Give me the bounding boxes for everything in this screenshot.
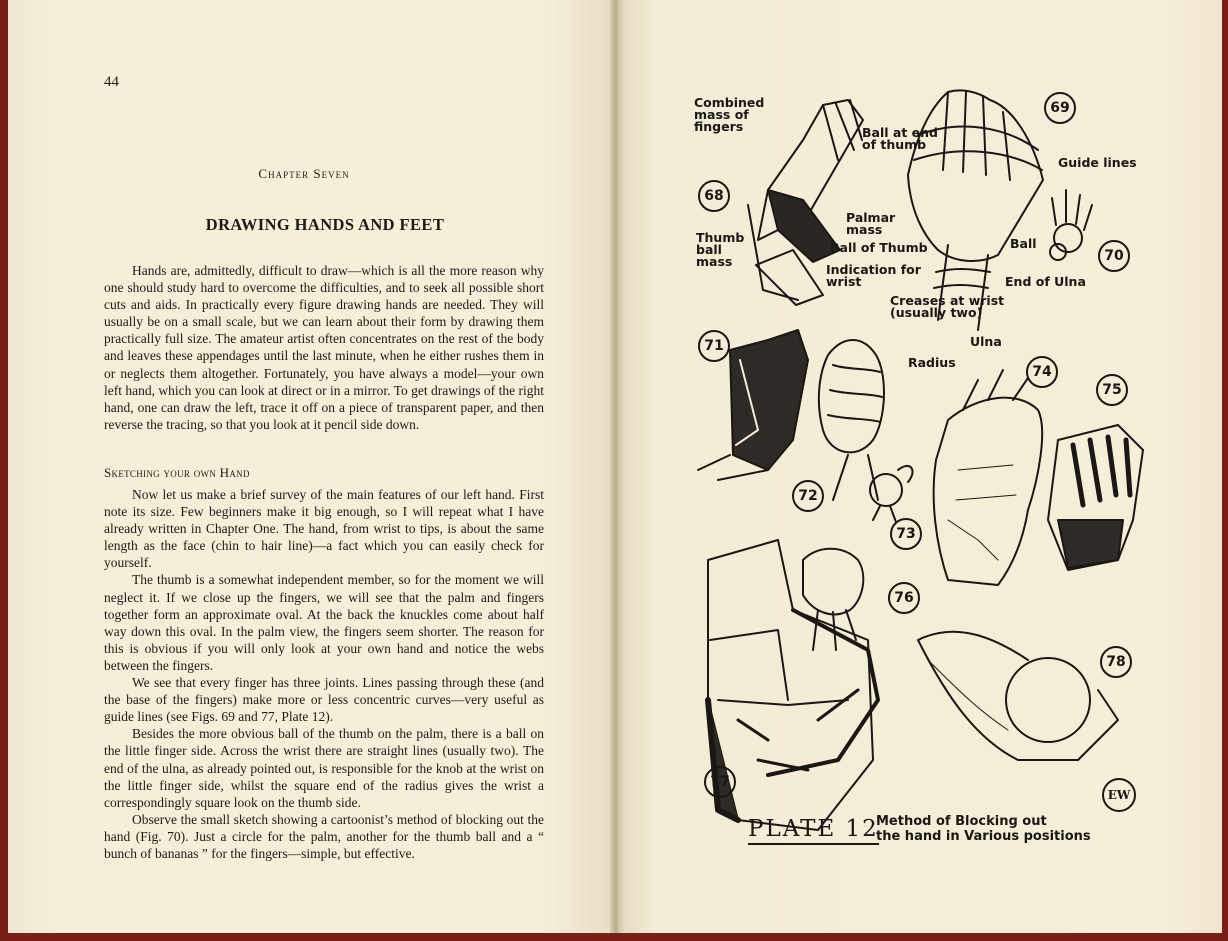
plate-title: PLATE 12 [748,816,879,845]
figure-number-70: 70 [1098,240,1130,272]
paragraph: Hands are, admittedly, difficult to draw—which is all the more reason why one should study hard to overcome the difficulties, and to seek all possible short cuts and aids. In practically every figure drawing hands are needed. They will usually be on a small scale, but we can learn about their form by drawing them practically full size. The amateur artist often concentrates on the rest of the body and leaves these appendages until the last minute, when he either rushes them in or neglects them altogether. Fortunately, you have always a model—your own left hand, which you can look at direct or in a mirror. To get drawings of the right hand, one can draw the left, trace it off on a piece of transparent paper, and then reverse the tracing, so that you look at it pencil side down. [104,263,544,432]
label-ball-of-thumb: Ball of Thumb [830,240,928,255]
paragraph: Now let us make a brief survey of the main features of our left hand. First note its size. Few beginners make it big enough, so I will repeat what I have already written in Chapter One. The hand, from wrist to tips, is about the same length as the face (chin to hair line)—a fact which you can easily check for yourself. [104,487,544,571]
paragraph: The thumb is a somewhat independent member, so for the moment we will neglect it. If we close up the fingers, we will see that the palm and fingers together form an approximate oval. At the back the knuckles come about half way down this oval. In the palm view, the fingers seem shorter. The reason for this is obvious if you will only look at your own hand and notice the webs between the fingers. [104,572,544,673]
plate-caption: Method of Blocking out the hand in Various positions [876,814,1091,844]
label-combined-mass: Combined mass of fingers [694,95,765,134]
label-thumb-ball-mass: Thumb ball mass [696,230,745,269]
figure-number-71: 71 [698,330,730,362]
figure-number-72: 72 [792,480,824,512]
figure-number-75: 75 [1096,374,1128,406]
figure-number-77: 77 [704,766,736,798]
figure-number-78: 78 [1100,646,1132,678]
paragraph: Observe the small sketch showing a cartoonist’s method of blocking out the hand (Fig. 70). Just a circle for the palm, another for the thumb ball and a “ bunch of bananas ” for the fingers—simple, but effective. [104,811,544,861]
chapter-title: DRAWING HANDS AND FEET [205,215,445,234]
artist-monogram: EW [1102,778,1136,812]
figure-number-69: 69 [1044,92,1076,124]
plate-labels [618,0,1222,933]
figure-number-76: 76 [888,582,920,614]
label-ulna: Ulna [970,334,1002,349]
chapter-heading: Chapter Seven [258,166,350,181]
label-radius: Radius [908,355,956,370]
label-indication-wrist: Indication for wrist [826,262,921,289]
label-ball-end-thumb: Ball at end of thumb [862,125,938,152]
label-end-of-ulna: End of Ulna [1005,274,1086,289]
label-guide-lines: Guide lines [1058,155,1137,170]
page-number: 44 [104,74,119,90]
label-palmar-mass: Palmar mass [846,210,896,237]
figure-number-73: 73 [890,518,922,550]
section-heading: Sketching your own Hand [104,465,250,480]
intro-text [104,262,544,433]
section-text [104,486,544,862]
paragraph: We see that every finger has three joints. Lines passing through these (and the base of the fingers) make more or less concentric curves—very useful as guide lines (see Figs. 69 and 77, Plate 12). [104,675,544,725]
label-ball: Ball [1010,236,1037,251]
figure-number-68: 68 [698,180,730,212]
label-creases-wrist: Creases at wrist (usually two) [890,293,1005,320]
figure-number-74: 74 [1026,356,1058,388]
paragraph: Besides the more obvious ball of the thumb on the palm, there is a ball on the little finger side. Across the wrist there are straight lines (usually two). The end of the ulna, as already pointed out, is responsible for the knob at the wrist on the little finger side, whilst the square end of the radius gives the wrist a correspondingly square look on the thumb side. [104,726,544,810]
